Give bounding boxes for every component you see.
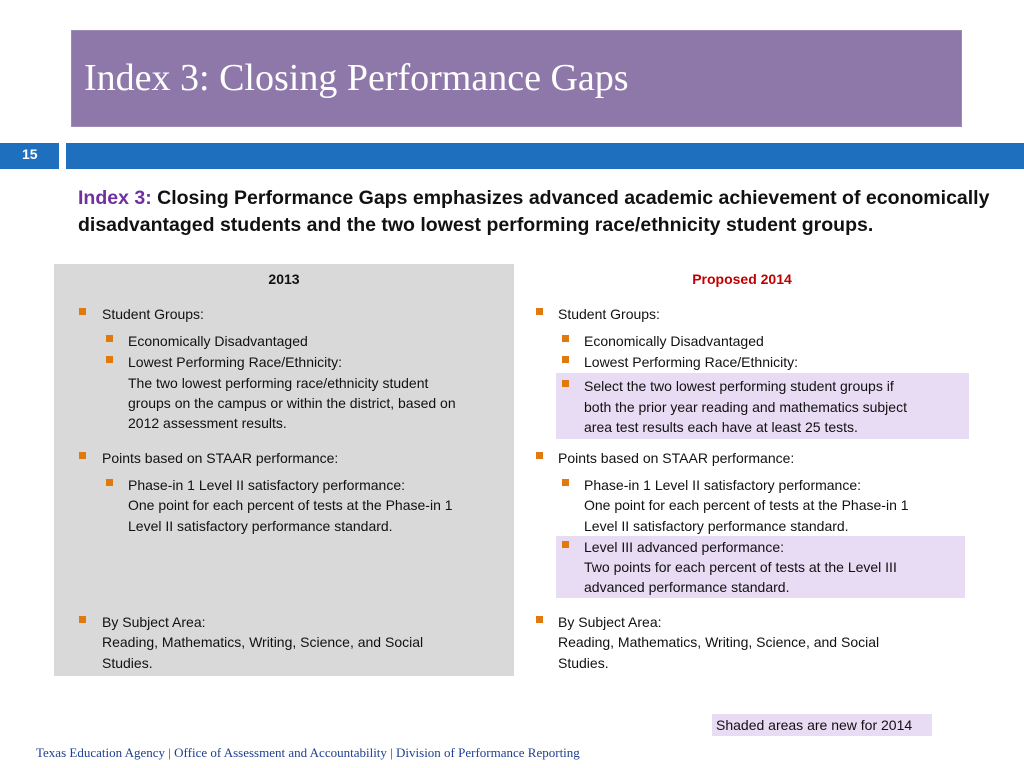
intro-lead: Index 3: (78, 187, 152, 209)
right-select-3: area test results each have at least 25 tests. (584, 419, 858, 435)
shaded-legend: Shaded areas are new for 2014 (712, 714, 932, 736)
right-subject-detail-2: Studies. (558, 655, 609, 671)
bullet-square-icon (536, 308, 543, 315)
left-lowest: Lowest Performing Race/Ethnicity: (128, 354, 342, 370)
intro-paragraph (78, 185, 1008, 239)
right-level3: Level III advanced performance: (584, 539, 785, 555)
right-phase-in: Phase-in 1 Level II satisfactory performance: (584, 477, 862, 493)
left-student-groups: Student Groups: (102, 306, 204, 322)
right-level3-detail-2: advanced performance standard. (584, 579, 790, 595)
right-select-2: both the prior year reading and mathematics subject (584, 399, 907, 415)
left-subject-detail-2: Studies. (102, 655, 153, 671)
left-subject-detail-1: Reading, Mathematics, Writing, Science, and Social (102, 634, 424, 650)
intro-text: Closing Performance Gaps emphasizes advanced academic achievement of economically disadvantaged students and the two lowest performing race/ethnicity student groups. (78, 187, 990, 236)
bullet-square-icon (536, 616, 543, 623)
footer: Texas Education Agency | Office of Assessment and Accountability | Division of Performance Reporting (36, 745, 580, 760)
bullet-square-icon (562, 479, 569, 486)
column-header-2013: 2013 (268, 271, 300, 287)
bullet-square-icon (562, 356, 569, 363)
right-student-groups: Student Groups: (558, 306, 660, 322)
page-number: 15 (0, 143, 59, 169)
bullet-square-icon (106, 335, 113, 342)
right-select-1: Select the two lowest performing student groups if (584, 378, 894, 394)
left-lowest-detail-3: 2012 assessment results. (128, 415, 287, 431)
right-level3-detail-1: Two points for each percent of tests at the Level III (584, 559, 897, 575)
bullet-square-icon (79, 308, 86, 315)
left-lowest-detail-1: The two lowest performing race/ethnicity student (128, 375, 429, 391)
right-phase-in-detail-1: One point for each percent of tests at the Phase-in 1 (584, 497, 909, 513)
title-bar (71, 30, 962, 127)
left-subject: By Subject Area: (102, 614, 206, 630)
bullet-square-icon (79, 616, 86, 623)
bullet-square-icon (106, 356, 113, 363)
right-phase-in-detail-2: Level II satisfactory performance standard. (584, 518, 849, 534)
left-phase-in-detail-2: Level II satisfactory performance standard. (128, 518, 393, 534)
bullet-square-icon (562, 335, 569, 342)
left-lowest-detail-2: groups on the campus or within the district, based on (128, 395, 456, 411)
left-points: Points based on STAAR performance: (102, 450, 339, 466)
right-subject-detail-1: Reading, Mathematics, Writing, Science, and Social (558, 634, 880, 650)
right-econ: Economically Disadvantaged (584, 333, 764, 349)
slide-title: Index 3: Closing Performance Gaps (84, 57, 629, 99)
bullet-square-icon (536, 452, 543, 459)
bullet-square-icon (106, 479, 113, 486)
bullet-square-icon (562, 541, 569, 548)
column-header-2014: Proposed 2014 (692, 271, 792, 287)
left-phase-in-detail-1: One point for each percent of tests at the Phase-in 1 (128, 497, 453, 513)
bullet-square-icon (562, 380, 569, 387)
right-lowest: Lowest Performing Race/Ethnicity: (584, 354, 798, 370)
right-subject: By Subject Area: (558, 614, 662, 630)
left-phase-in: Phase-in 1 Level II satisfactory performance: (128, 477, 406, 493)
left-econ: Economically Disadvantaged (128, 333, 308, 349)
header-band (66, 143, 1024, 169)
right-points: Points based on STAAR performance: (558, 450, 795, 466)
bullet-square-icon (79, 452, 86, 459)
